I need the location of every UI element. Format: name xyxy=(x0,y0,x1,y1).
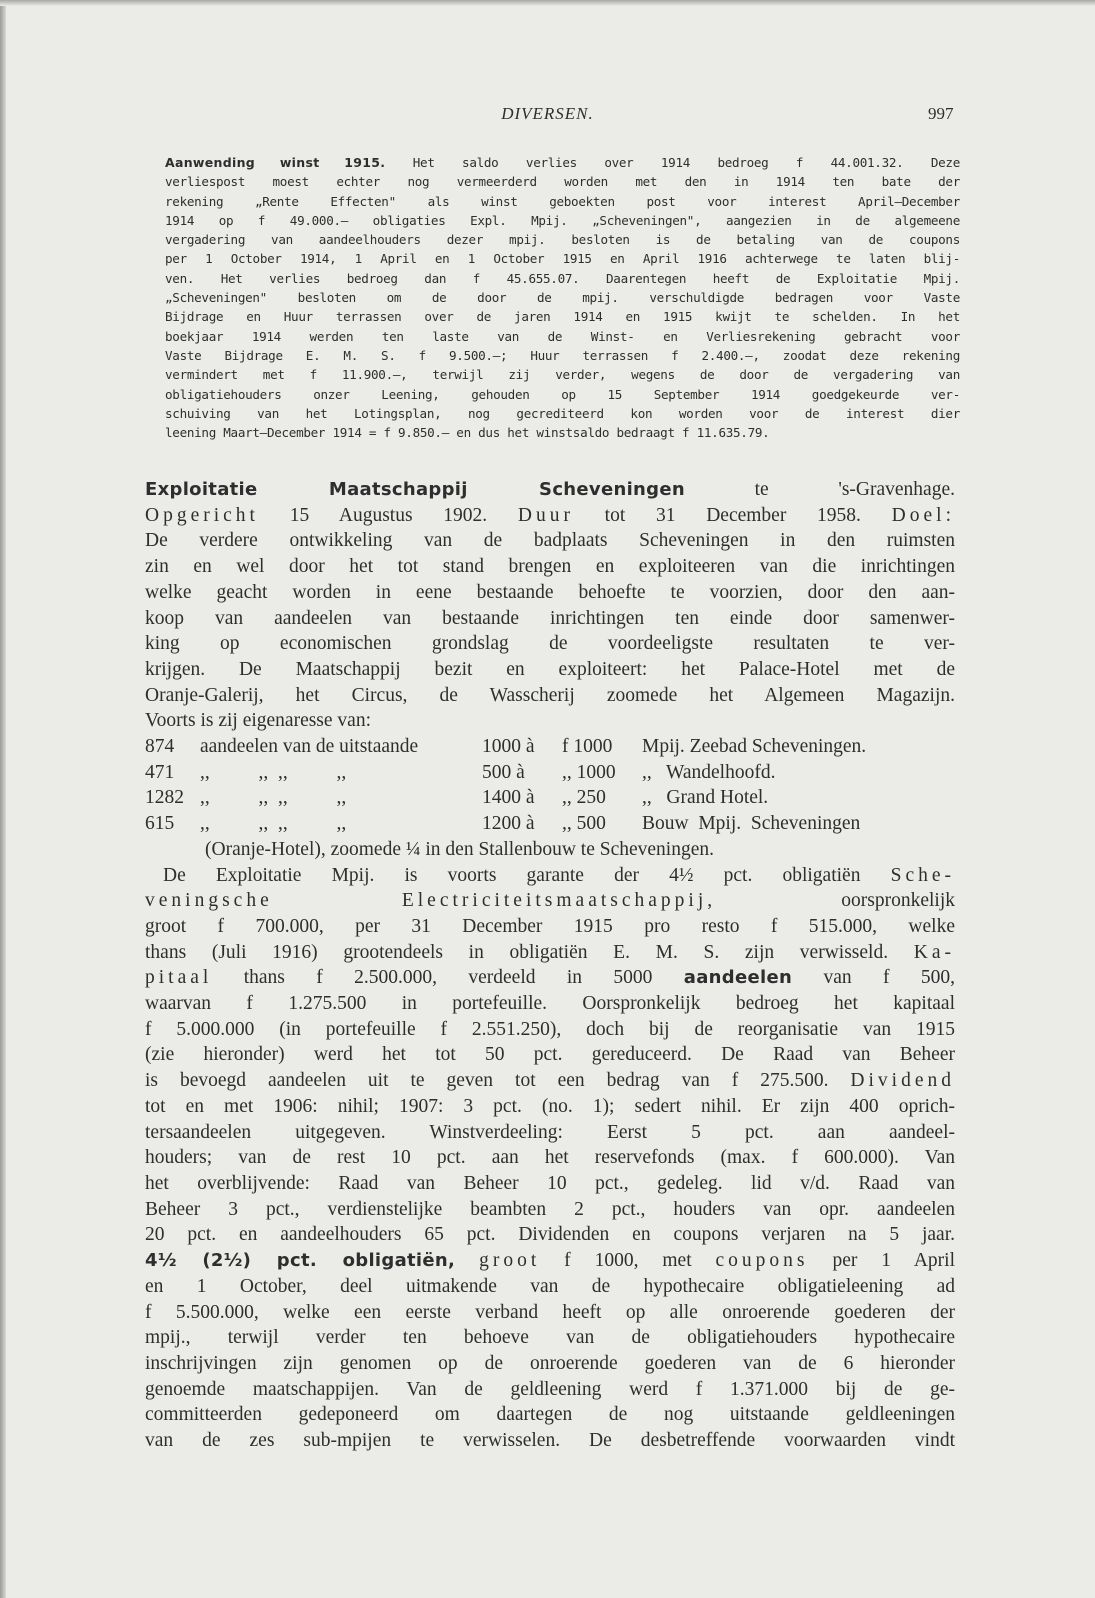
text-line xyxy=(165,307,960,326)
text-line xyxy=(165,288,960,307)
text-line xyxy=(145,1428,955,1454)
scan-edge xyxy=(0,0,6,1598)
scan-top-edge xyxy=(0,0,1095,6)
text-line xyxy=(165,269,960,288)
text-run: zin en wel door het tot stand brengen en exploiteeren van die inrichtingen xyxy=(145,556,955,578)
paragraph-aanwending-winst xyxy=(165,153,960,442)
text-run: is bevoegd aandeelen uit te geven tot een bedrag van f 275.500. xyxy=(145,1070,851,1092)
holding-row xyxy=(145,760,955,786)
holding-total: 1000 à xyxy=(482,736,535,758)
bold-heading: aandeelen xyxy=(683,967,793,989)
text-line xyxy=(165,172,960,191)
text-run: 20 pct. en aandeelhouders 65 pct. Dividenden en coupons verjaren na 5 jaar. xyxy=(145,1224,955,1246)
text-line xyxy=(145,1222,955,1248)
text-run: per 1 October 1914, 1 April en 1 October 1915 en April 1916 achterwege te laten blij- xyxy=(165,251,960,267)
holding-total: 1200 à xyxy=(482,813,535,835)
holding-description: ,, ,, ,, ,, xyxy=(200,813,347,835)
text-run: ven. Het verlies bedroeg dan f 45.655.07. Daarentegen heeft de Exploitatie Mpij. xyxy=(165,270,960,286)
text-line xyxy=(145,1377,955,1403)
text-line xyxy=(145,1300,955,1326)
text-run: king op economischen grondslag de voordeeligste resultaten te ver- xyxy=(145,633,955,655)
holdings-table xyxy=(145,734,955,837)
text-line xyxy=(145,606,955,632)
text-run: f 5.500.000, welke een eerste verband heeft op alle onroerende goederen der xyxy=(145,1301,955,1323)
text-run: 15 Augustus 1902. xyxy=(258,504,518,526)
text-run: Vaste Bijdrage E. M. S. f 9.500.—; Huur terrassen f 2.400.—, zoodat deze rekening xyxy=(165,347,960,363)
text-line xyxy=(145,1017,955,1043)
holding-row xyxy=(145,785,955,811)
text-run: vergadering van aandeelhouders dezer mpij. besloten is de betaling van de coupons xyxy=(165,232,960,248)
spaced-keyword: groot xyxy=(479,1250,541,1272)
page-number: 997 xyxy=(928,104,954,123)
text-line xyxy=(145,863,955,889)
text-line xyxy=(165,327,960,346)
text-line xyxy=(145,477,955,503)
text-line xyxy=(145,708,955,734)
text-run: Oranje-Galerij, het Circus, de Wasscherij zoomede het Algemeen Magazijn. xyxy=(145,684,955,706)
holding-nominal: ,, 250 xyxy=(562,787,606,809)
text-run: welke geacht worden in eene bestaande behoefte te voorzien, door den aan- xyxy=(145,581,955,603)
holding-company: ,, Grand Hotel. xyxy=(642,787,769,809)
holding-nominal: ,, 1000 xyxy=(562,761,616,783)
text-run: f 5.000.000 (in portefeuille f 2.551.250), doch bij de reorganisatie van 1915 xyxy=(145,1018,955,1040)
text-run: tersaandeelen uitgegeven. Winstverdeeling: Eerst 5 pct. aan aandeel- xyxy=(145,1121,955,1143)
text-run: vermindert met f 11.900.—, terwijl zij verder, wegens de door de vergadering van xyxy=(165,367,960,383)
entry-exploitatie-maatschappij xyxy=(145,477,955,1454)
text-run: Beheer 3 pct., verdienstelijke beambten 2 pct., houders van opr. aandeelen xyxy=(145,1198,955,1220)
spaced-keyword: Sche- xyxy=(890,864,955,886)
text-line xyxy=(165,230,960,249)
holding-count: 615 xyxy=(145,813,175,835)
text-run: het overblijvende: Raad van Beheer 10 pct., gedeleg. lid v/d. Raad van xyxy=(145,1172,955,1194)
spaced-keyword: Doel: xyxy=(891,504,955,526)
spaced-keyword: Ka- xyxy=(913,941,955,963)
text-line xyxy=(145,991,955,1017)
text-run: genoemde maatschappijen. Van de geldleening werd f 1.371.000 bij de ge- xyxy=(145,1378,955,1400)
text-run: leening Maart—December 1914 = f 9.850.— en dus het winstsaldo bedraagt f 11.635.79. xyxy=(165,425,770,441)
spaced-keyword: coupons xyxy=(715,1250,809,1272)
text-line xyxy=(145,1402,955,1428)
text-run: Voorts is zij eigenaresse van: xyxy=(145,710,372,732)
text-run: Het saldo verlies over 1914 bedroeg f 44.001.32. Deze xyxy=(385,155,960,170)
holding-count: 1282 xyxy=(145,787,184,809)
text-line xyxy=(145,631,955,657)
text-run: tot en met 1906: nihil; 1907: 3 pct. (no. 1); sedert nihil. Er zijn 400 oprich- xyxy=(145,1095,955,1117)
text-line xyxy=(145,1274,955,1300)
text-line xyxy=(145,1351,955,1377)
bold-heading: 4½ (2½) pct. obligatiën, xyxy=(145,1250,456,1272)
holding-description: ,, ,, ,, ,, xyxy=(200,787,347,809)
text-line xyxy=(145,1248,955,1274)
text-line xyxy=(145,1068,955,1094)
holding-row xyxy=(145,734,955,760)
text-run: oorspronkelijk xyxy=(716,890,955,912)
text-line xyxy=(165,346,960,365)
holding-count: 874 xyxy=(145,736,175,758)
text-line xyxy=(165,365,960,384)
text-line xyxy=(145,1145,955,1171)
spaced-keyword: Duur xyxy=(517,504,574,526)
text-line xyxy=(145,1094,955,1120)
text-run: groot f 700.000, per 31 December 1915 pro resto f 515.000, welke xyxy=(145,915,955,937)
text-run: „Scheveningen" besloten om de door de mpij. verschuldigde bedragen voor Vaste xyxy=(165,290,960,306)
holding-company: Bouw Mpij. Scheveningen xyxy=(642,813,861,835)
holding-nominal: f 1000 xyxy=(562,736,613,758)
text-line xyxy=(145,965,955,991)
text-line xyxy=(145,657,955,683)
holdings-continuation: (Oranje-Hotel), zoomede ¼ in den Stallenbouw te Scheveningen. xyxy=(205,838,715,860)
text-line xyxy=(165,153,960,172)
text-line xyxy=(145,1042,955,1068)
text-run: De Exploitatie Mpij. is voorts garante der 4½ pct. obligatiën xyxy=(163,864,891,886)
holding-nominal: ,, 500 xyxy=(562,813,606,835)
text-line xyxy=(165,192,960,211)
text-line xyxy=(145,1171,955,1197)
text-line xyxy=(145,554,955,580)
bold-heading: Exploitatie Maatschappij Scheveningen xyxy=(145,479,685,500)
spaced-keyword: veningsche Electriciteitsmaatschappij, xyxy=(145,890,717,912)
text-line xyxy=(165,211,960,230)
running-head: DIVERSEN. xyxy=(501,104,594,123)
text-run: schuiving van het Lotingsplan, nog gecrediteerd kon worden voor de interest dier xyxy=(165,405,960,421)
entry-body xyxy=(145,863,955,1454)
holding-description: aandeelen van de uitstaande xyxy=(200,736,419,758)
text-run: van de zes sub-mpijen te verwisselen. De desbetreffende voorwaarden vindt xyxy=(145,1430,955,1452)
text-run: obligatiehouders onzer Leening, gehouden op 15 September 1914 goedgekeurde ver- xyxy=(165,386,960,402)
text-run: rekening „Rente Effecten" als winst geboekten post voor interest April—December xyxy=(165,193,960,209)
text-run: thans (Juli 1916) grootendeels in obligatiën E. M. S. zijn verwisseld. xyxy=(145,941,914,963)
text-run: Bijdrage en Huur terrassen over de jaren 1914 en 1915 kwijt te schelden. In het xyxy=(165,309,960,325)
text-run: van f 500, xyxy=(792,967,955,989)
text-run: boekjaar 1914 werden ten laste van de Winst- en Verliesrekening gebracht voor xyxy=(165,328,960,344)
text-run: thans f 2.500.000, verdeeld in 5000 xyxy=(212,967,684,989)
text-line xyxy=(145,683,955,709)
spaced-keyword: Dividend xyxy=(850,1070,955,1092)
holding-row xyxy=(145,811,955,837)
text-line xyxy=(145,1120,955,1146)
text-line xyxy=(145,940,955,966)
text-run: f 1000, met xyxy=(540,1250,716,1272)
text-run: per 1 April xyxy=(808,1250,956,1272)
holding-description: ,, ,, ,, ,, xyxy=(200,761,347,783)
text-run: krijgen. De Maatschappij bezit en exploiteert: het Palace-Hotel met de xyxy=(145,658,955,680)
text-line xyxy=(165,404,960,423)
spaced-keyword: pitaal xyxy=(145,967,213,989)
text-line xyxy=(145,914,955,940)
spaced-keyword: Opgericht xyxy=(145,504,259,526)
text-run xyxy=(455,1250,479,1271)
text-line xyxy=(165,385,960,404)
entry-intro xyxy=(145,477,955,734)
holding-company: Mpij. Zeebad Scheveningen. xyxy=(642,736,867,758)
text-line xyxy=(145,580,955,606)
text-run: waarvan f 1.275.500 in portefeuille. Oorspronkelijk bedroeg het kapitaal xyxy=(145,993,955,1015)
text-line xyxy=(165,423,960,442)
holding-count: 471 xyxy=(145,761,175,783)
text-run: committeerden gedeponeerd om daartegen de nog uitstaande geldleeningen xyxy=(145,1404,955,1426)
text-line xyxy=(145,1325,955,1351)
text-run: koop van aandeelen van bestaande inrichtingen ten einde door samenwer- xyxy=(145,607,955,629)
text-run: mpij., terwijl verder ten behoeve van de obligatiehouders hypothecaire xyxy=(145,1327,955,1349)
text-run: houders; van de rest 10 pct. aan het reservefonds (max. f 600.000). Van xyxy=(145,1147,955,1169)
text-run: te 's-Gravenhage. xyxy=(684,479,955,500)
text-line xyxy=(145,888,955,914)
text-run: (zie hieronder) werd het tot 50 pct. gereduceerd. De Raad van Beheer xyxy=(145,1044,955,1066)
holding-total: 1400 à xyxy=(482,787,535,809)
text-run: 1914 op f 49.000.— obligaties Expl. Mpij. „Scheveningen", aangezien in de algemeene xyxy=(165,212,960,228)
text-run: De verdere ontwikkeling van de badplaats Scheveningen in den ruimsten xyxy=(145,530,955,552)
holding-total: 500 à xyxy=(482,761,525,783)
text-line xyxy=(145,1197,955,1223)
text-line xyxy=(165,249,960,268)
text-run: verliespost moest echter nog vermeerderd worden met den in 1914 ten bate der xyxy=(165,174,960,190)
bold-heading: Aanwending winst 1915. xyxy=(165,155,386,170)
text-line xyxy=(145,528,955,554)
text-run: tot 31 December 1958. xyxy=(573,504,892,526)
holding-company: ,, Wandelhoofd. xyxy=(642,761,776,783)
text-run: en 1 October, deel uitmakende van de hypothecaire obligatieleening ad xyxy=(145,1275,955,1297)
text-line xyxy=(145,503,955,529)
text-run: inschrijvingen zijn genomen op de onroerende goederen van de 6 hieronder xyxy=(145,1352,955,1374)
